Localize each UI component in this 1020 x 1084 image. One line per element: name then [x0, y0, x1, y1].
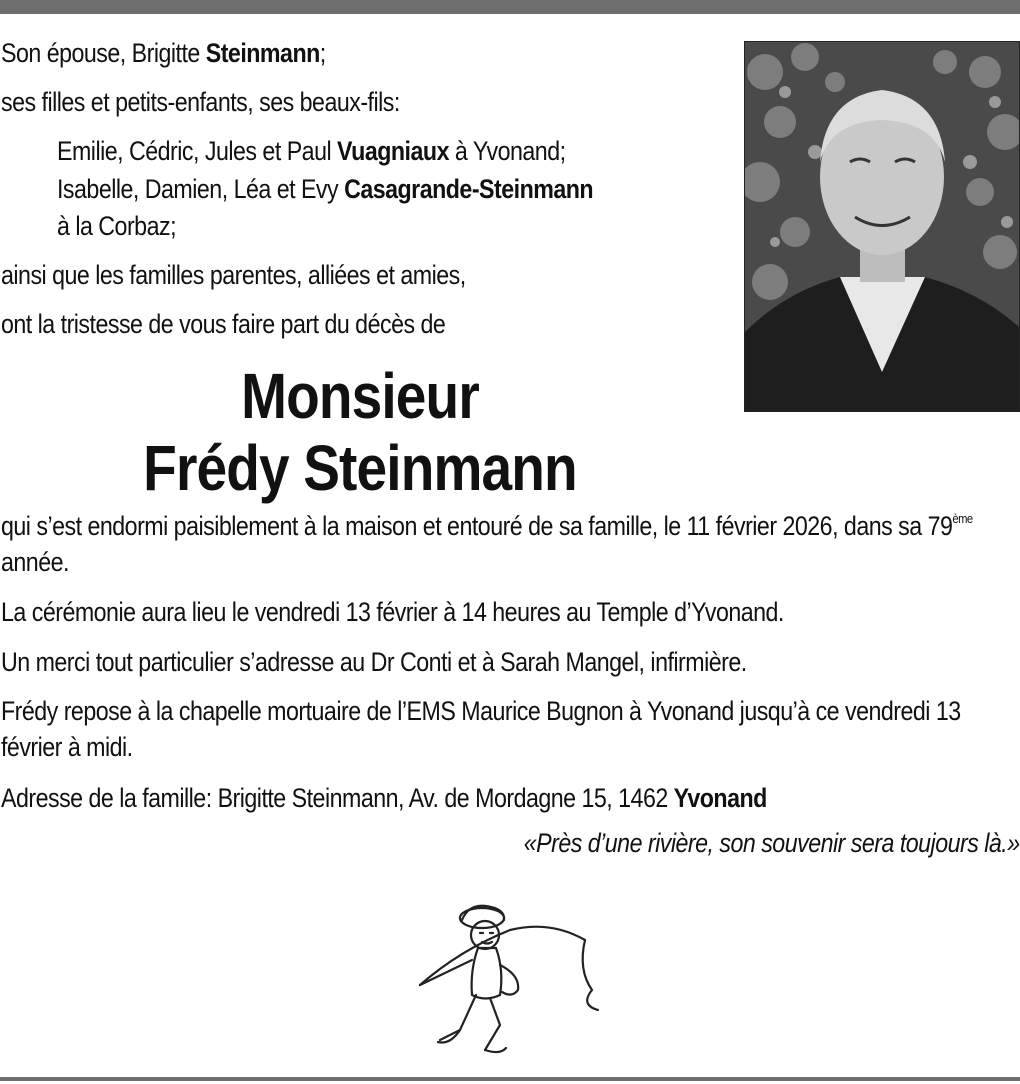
fisherman-drawing [400, 890, 610, 1060]
family-address: Adresse de la famille: Brigitte Steinmann, Av. de Mordagne 15, 1462 Yvonand [1, 783, 767, 813]
death-paragraph: qui s’est endormi paisiblement à la maison et entouré de sa famille, le 11 février 2026, dans sa 79ème année. [1, 511, 973, 577]
deceased-title: Monsieur [241, 360, 479, 432]
family-casagrande: Isabelle, Damien, Léa et Evy Casagrande-Steinmann [57, 174, 594, 204]
portrait-photo [744, 41, 1020, 412]
announcement-line: ont la tristesse de vous faire part du décès de [1, 309, 446, 339]
memorial-quote: «Près d’une rivière, son souvenir sera toujours là.» [524, 828, 1020, 858]
ceremony-paragraph: La cérémonie aura lieu le vendredi 13 février à 14 heures au Temple d’Yvonand. [1, 597, 784, 627]
children-intro: ses filles et petits-enfants, ses beaux-fils: [1, 87, 400, 117]
repose-paragraph: Frédy repose à la chapelle mortuaire de l’EMS Maurice Bugnon à Yvonand jusqu’à ce vendredi 13 février à midi. [1, 696, 961, 762]
deceased-name: Frédy Steinmann [143, 432, 577, 504]
top-rule [0, 0, 1020, 14]
deceased-name-block [0, 360, 720, 504]
bottom-rule [0, 1077, 1020, 1081]
thanks-paragraph: Un merci tout particulier s’adresse au Dr Conti et à Sarah Mangel, infirmière. [1, 647, 747, 677]
relatives-line: ainsi que les familles parentes, alliées et amies, [1, 260, 466, 290]
family-vuagniaux: Emilie, Cédric, Jules et Paul Vuagniaux à Yvonand; [57, 136, 566, 166]
family-casagrande-place: à la Corbaz; [57, 211, 177, 241]
spouse-line: Son épouse, Brigitte Steinmann; [1, 38, 326, 68]
